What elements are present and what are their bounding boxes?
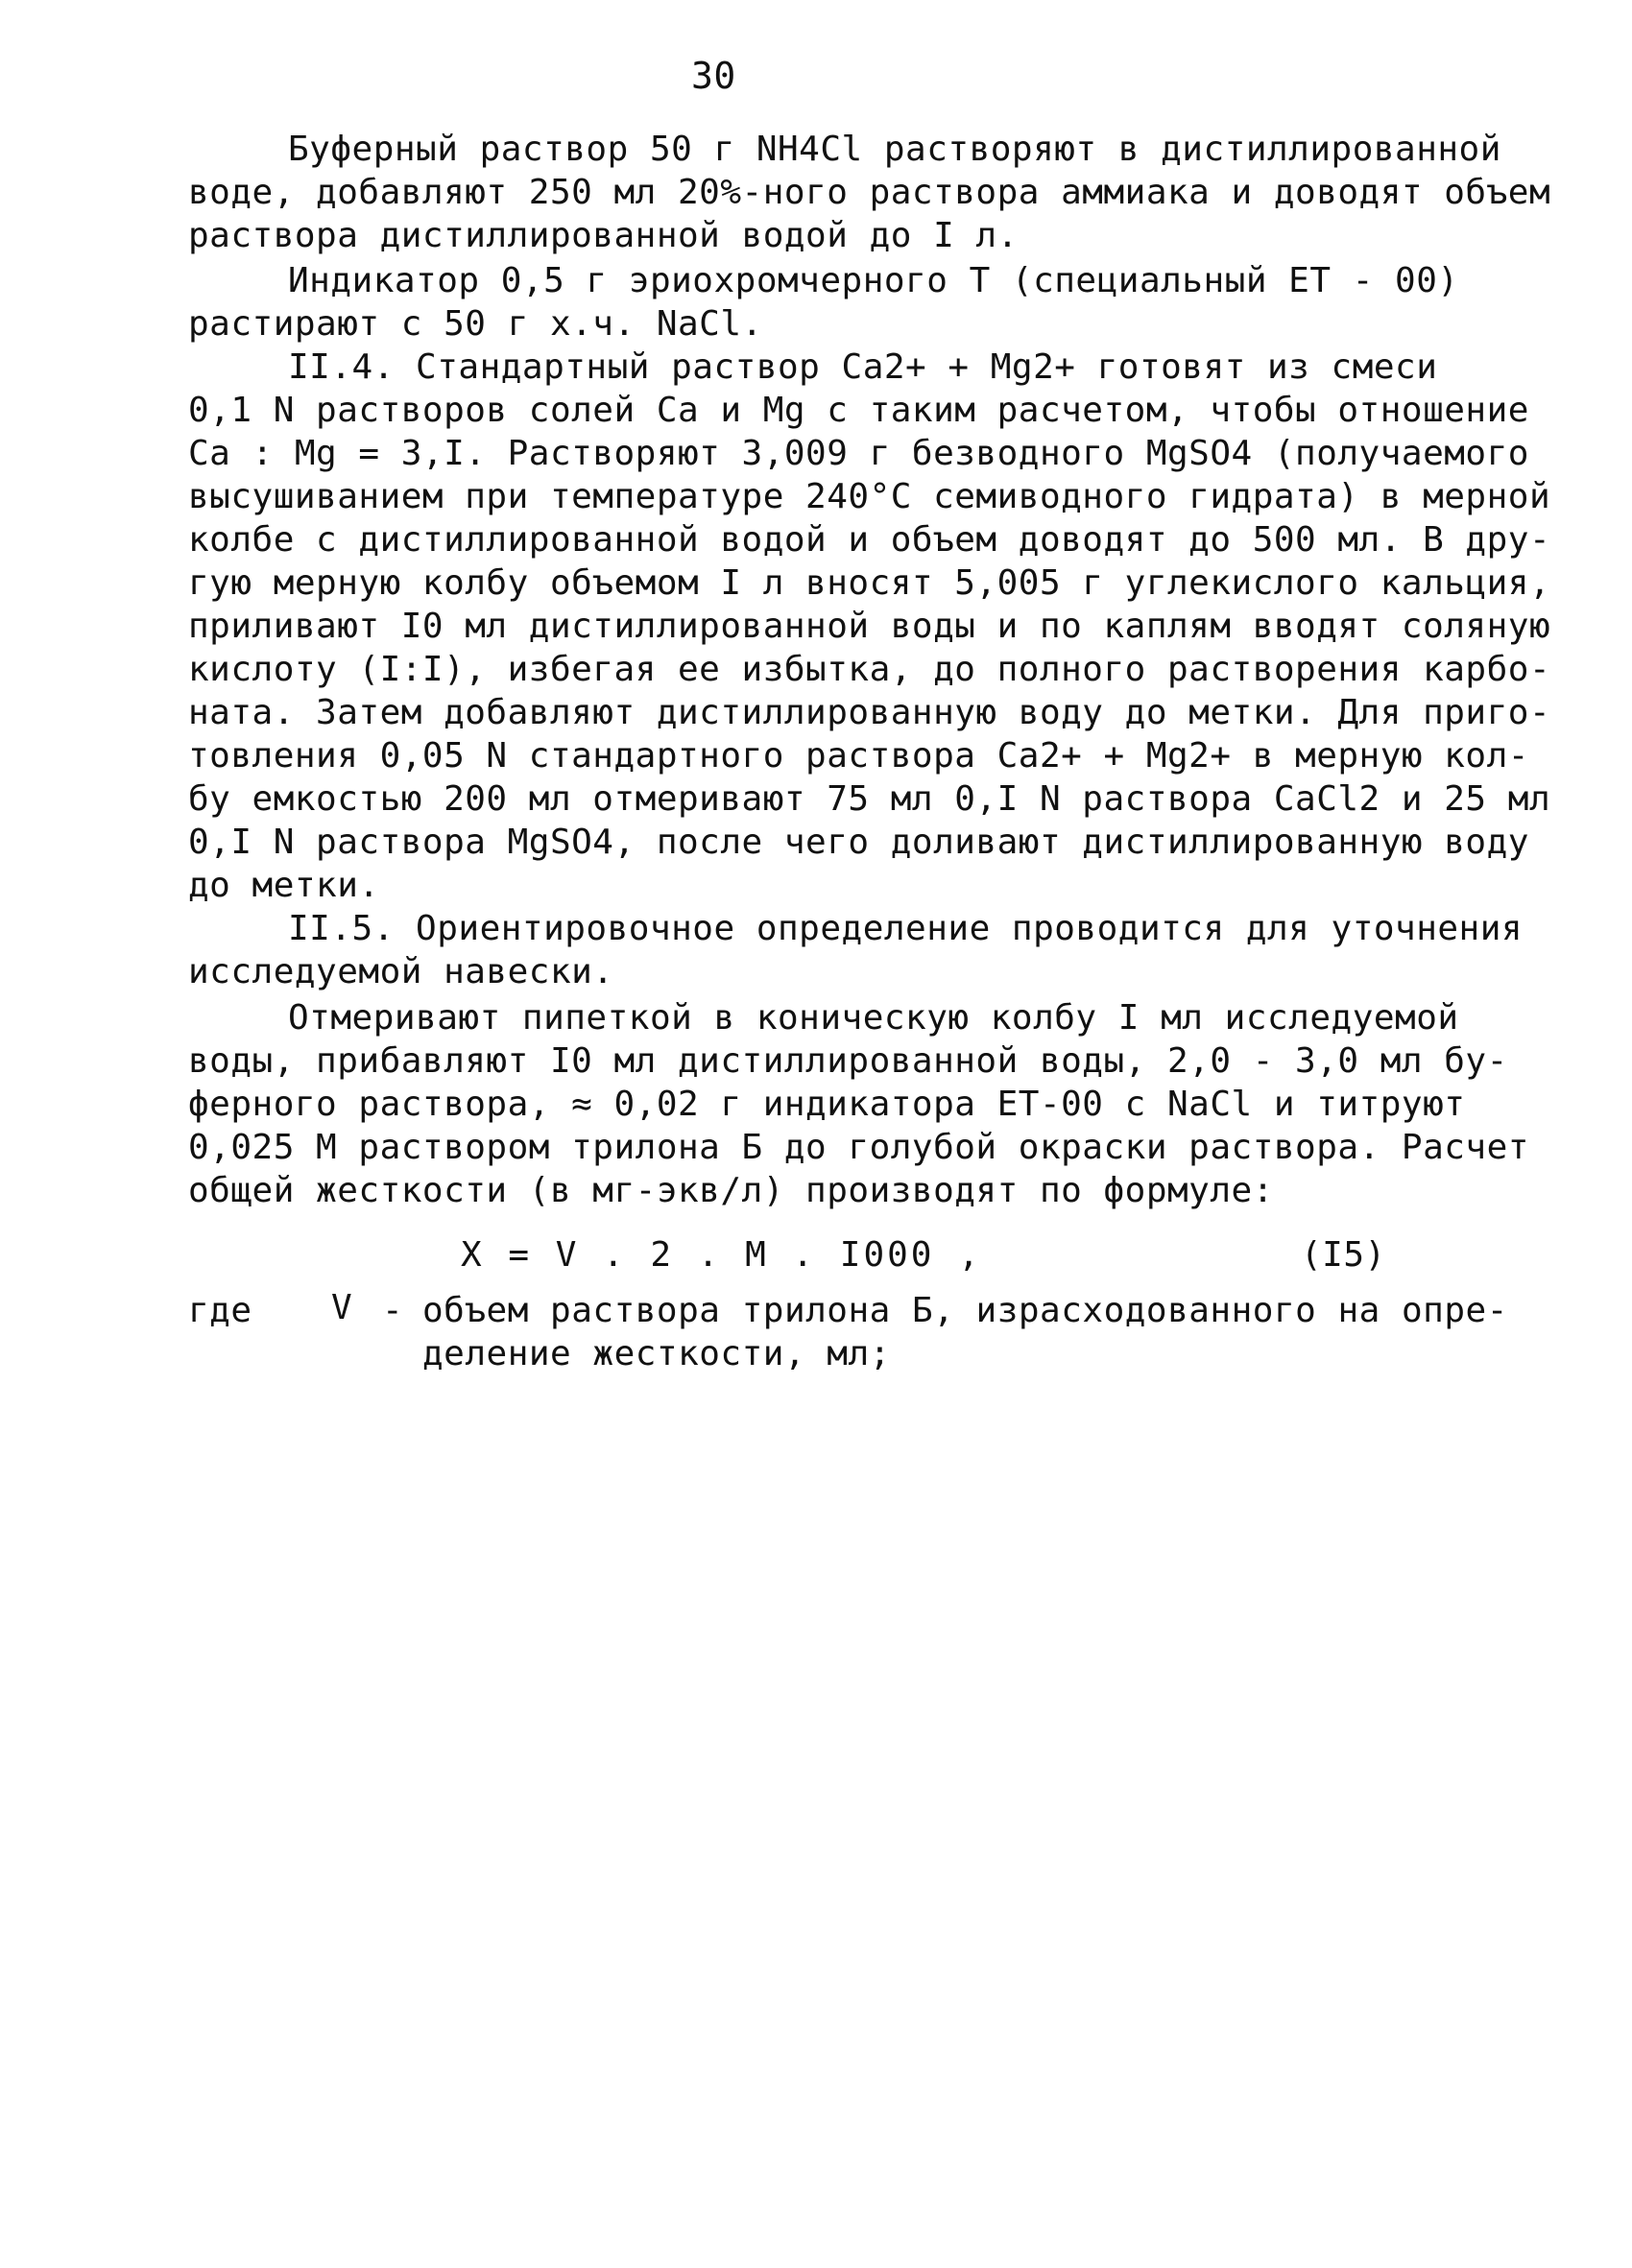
standard-line-10: товления 0,05 N стандартного раствора Ca2+ + Mg2+ в мерную кол-: [188, 736, 1529, 776]
where-definition-line-1: объем раствора трилона Б, израсходованного на опре-: [422, 1291, 1508, 1330]
orient-line-2: исследуемой навески.: [188, 952, 614, 991]
page-number: 30: [691, 55, 736, 97]
standard-line-8: кислоту (I:I), избегая ее избытка, до полного растворения карбо-: [188, 650, 1551, 689]
standard-line-9: ната. Затем добавляют дистиллированную воду до метки. Для приго-: [188, 693, 1551, 732]
indicator-line-1: Индикатор 0,5 г эриохромчерного Т (специальный ЕТ - 00): [288, 261, 1459, 300]
standard-line-7: приливают I0 мл дистиллированной воды и по каплям вводят соляную: [188, 607, 1551, 646]
orient-line-1: II.5. Ориентировочное определение проводится для уточнения: [288, 909, 1524, 948]
where-definition-line-2: деление жесткости, мл;: [422, 1334, 891, 1373]
standard-line-5: колбе с дистиллированной водой и объем доводят до 500 мл. В дру-: [188, 520, 1551, 560]
standard-line-4: высушиванием при температуре 240°С семиводного гидрата) в мерной: [188, 477, 1551, 516]
standard-line-11: бу емкостью 200 мл отмеривают 75 мл 0,I N раствора CaCl2 и 25 мл: [188, 779, 1551, 819]
buffer-line-1: Буферный раствор 50 г NH4Cl растворяют в дистиллированной: [288, 130, 1501, 169]
buffer-line-2: воде, добавляют 250 мл 20%-ного раствора аммиака и доводят объем: [188, 173, 1551, 212]
formula-number: (I5): [1301, 1235, 1386, 1275]
where-label: где: [188, 1291, 252, 1330]
formula-expression: X = V . 2 . M . I000 ,: [461, 1235, 982, 1275]
procedure-line-2: воды, прибавляют I0 мл дистиллированной воды, 2,0 - 3,0 мл бу-: [188, 1041, 1508, 1081]
where-symbol: V: [331, 1288, 353, 1327]
procedure-line-4: 0,025 М раствором трилона Б до голубой окраски раствора. Расчет: [188, 1128, 1529, 1167]
standard-line-2: 0,1 N растворов солей Са и Мg с таким расчетом, чтобы отношение: [188, 391, 1529, 430]
indicator-line-2: растирают с 50 г х.ч. NaCl.: [188, 304, 763, 344]
procedure-line-1: Отмеривают пипеткой в коническую колбу I мл исследуемой: [288, 998, 1459, 1038]
procedure-line-3: ферного раствора, ≈ 0,02 г индикатора ЕТ-00 с NaCl и титруют: [188, 1085, 1466, 1124]
standard-line-12: 0,I N раствора MgSO4, после чего доливают дистиллированную воду: [188, 823, 1529, 862]
buffer-line-3: раствора дистиллированной водой до I л.: [188, 216, 1019, 255]
standard-line-1: II.4. Стандартный раствор Ca2+ + Mg2+ готовят из смеси: [288, 347, 1438, 387]
standard-line-3: Са : Мg = 3,I. Растворяют 3,009 г безводного MgSO4 (получаемого: [188, 434, 1529, 473]
where-dash: -: [382, 1291, 404, 1330]
standard-line-6: гую мерную колбу объемом I л вносят 5,005 г углекислого кальция,: [188, 563, 1551, 603]
standard-line-13: до метки.: [188, 866, 380, 905]
procedure-line-5: общей жесткости (в мг-экв/л) производят по формуле:: [188, 1171, 1274, 1210]
